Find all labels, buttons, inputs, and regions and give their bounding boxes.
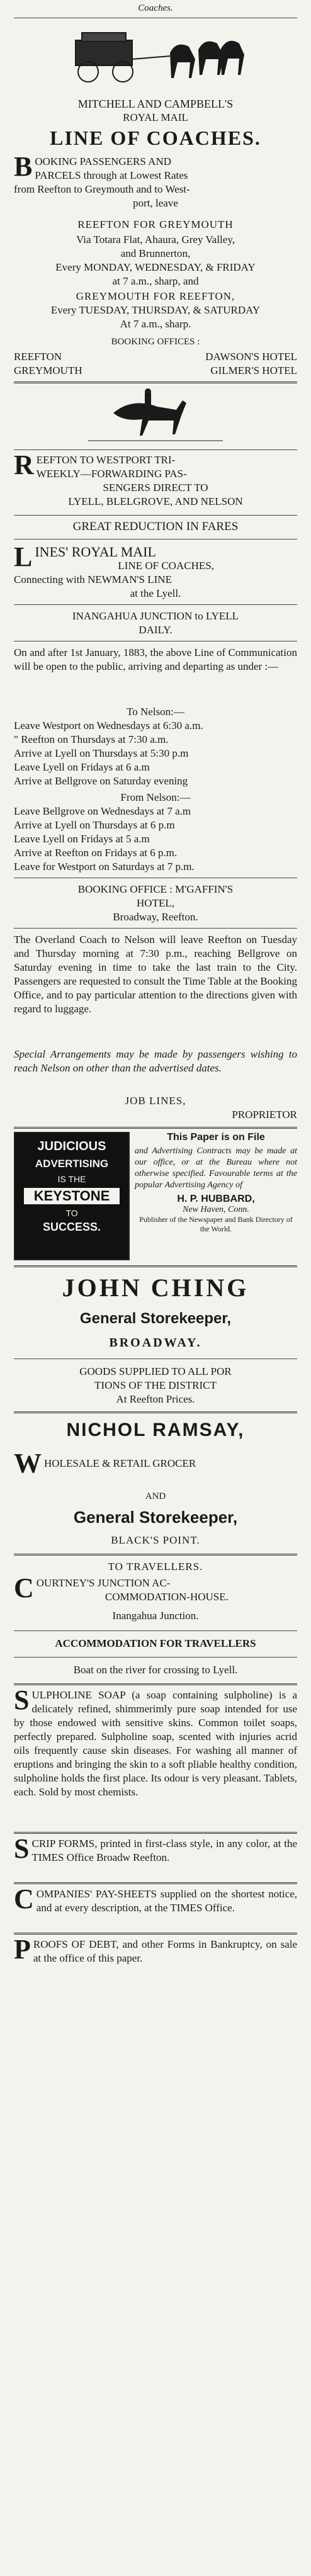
offices-label: BOOKING OFFICES : [111,337,200,347]
ad1-body-line: OOKING PASSENGERS AND [35,155,171,167]
divider [14,1630,297,1631]
route1-time: at 7 a.m., sharp, and [112,275,199,287]
route1-title: REEFTON FOR GREYMOUTH [77,218,234,230]
section-header: Coaches. [138,3,173,13]
timetable-row: Arrive at Lyell on Thursdays at 6 p.m [14,819,175,831]
route2-days: Every TUESDAY, THURSDAY, & SATURDAY [50,304,261,316]
ad1-body-line: PARCELS through at Lowest Rates [35,169,188,181]
timetable-row: " Reefton on Thursdays at 7:30 a.m. [14,733,169,745]
accom-heading: ACCOMMODATION FOR TRAVELLERS [55,1637,256,1649]
dropcap: R [14,449,34,480]
office-town: REEFTON [14,351,62,363]
to-nelson-list [14,719,297,788]
ramsay-line [14,1448,297,1479]
office-row [14,364,297,378]
route2-time: At 7 a.m., sharp. [120,318,191,330]
hubbard-notice [135,1132,297,1258]
divider [14,381,297,383]
booking-address: Broadway, Reefton. [113,911,198,923]
divider [14,604,297,605]
notice-paragraph: On and after 1st January, 1883, the above Line of Communication will be open to the public, arriving and departing as under :— [14,647,297,672]
ramsay-and: AND [145,1491,166,1501]
lines-title: INES' ROYAL MAIL [35,544,156,560]
john-ching-name: JOHN CHING [62,1274,249,1302]
file-title: This Paper is on File [167,1132,265,1143]
dropcap: C [14,1573,34,1603]
scrip-ad [14,1833,297,1865]
john-ching-title: General Storekeeper, [79,1310,232,1327]
agent-name: H. P. HUBBARD, [177,1194,255,1204]
ad2-intro-line: SENGERS DIRECT TO [103,482,208,494]
lines-block [14,541,297,601]
ad1-body-line: port, leave [133,197,178,209]
timetable-row: Leave Lyell on Fridays at 6 a.m [14,761,150,773]
divider [14,1265,297,1267]
ad2-intro-line: WEEKLY—FORWARDING PAS- [36,468,187,480]
divider [14,1933,297,1935]
judicious-line: KEYSTONE [24,1188,120,1204]
courtney-line: OURTNEY'S JUNCTION AC- [36,1577,171,1589]
timetable-row: Leave Bellgrove on Wednesdays at 7 a.m [14,805,191,817]
ad1-firm: MITCHELL AND CAMPBELL'S [77,98,234,110]
ramsay-title: General Storekeeper, [73,1508,238,1527]
sulpholine-ad [14,1685,297,1799]
agent-place: New Haven, Conn. [183,1205,249,1214]
lines-place: at the Lyell. [130,587,181,599]
divider [14,928,297,929]
ad2-intro-line: LYELL, BLELGROVE, AND NELSON [68,495,243,507]
dropcap: L [14,541,33,572]
ad1-title: LINE OF COACHES. [50,127,261,149]
timetable-row: Arrive at Bellgrove on Saturday evening [14,775,188,787]
scrip-text: CRIP FORMS, printed in first-class style, in any color, at the TIMES Office Broadw Reefton. [31,1838,297,1863]
horse-rider-illustration [63,388,248,444]
booking-hotel: HOTEL, [137,897,174,909]
timetable-row: Leave Lyell on Fridays at 5 a.m [14,833,150,845]
office-name: DAWSON'S HOTEL [205,351,297,363]
goods-line: TIONS OF THE DISTRICT [94,1379,217,1391]
judicious-line: IS THE [57,1174,86,1184]
from-nelson-heading: From Nelson:— [120,791,191,803]
ad2-intro-line: EEFTON TO WESTPORT TRI- [36,454,176,466]
junction-daily: DAILY. [139,624,172,636]
lines-sub: LINE OF COACHES, [118,560,214,572]
divider [14,1882,297,1884]
ad2-intro [14,449,297,509]
judicious-advertising-box [14,1132,130,1260]
ramsay-wholesale: HOLESALE & RETAIL GROCER [44,1457,196,1469]
courtney-block [14,1573,297,1604]
judicious-line: ADVERTISING [35,1158,109,1170]
divider [14,1657,297,1658]
travellers-heading: TO TRAVELLERS. [108,1561,203,1573]
divider [14,449,297,450]
office-name: GILMER'S HOTEL [210,364,297,376]
courtney-line: COMMODATION-HOUSE. [105,1591,229,1603]
boat-line: Boat on the river for crossing to Lyell. [73,1664,238,1676]
lines-connect: Connecting with NEWMAN'S LINE [14,573,172,585]
dropcap: P [14,1934,31,1965]
divider [14,1832,297,1834]
overland-paragraph: The Overland Coach to Nelson will leave Reefton on Tuesday and Thursday morning at 7:30 p.m., reaching Bellgrove on Saturday evening in time to take the last train to the City. Passengers are requested to consult the Time Table at the Booking Office, and to pay particular attention to the directions given with regard to luggage. [14,934,297,1015]
paysheets-text: OMPANIES' PAY-SHEETS supplied on the shortest notice, and at every description, at the TIMES Office. [36,1888,297,1914]
john-ching-street: BROADWAY. [109,1336,202,1350]
courtney-place: Inangahua Junction. [112,1610,199,1622]
proofs-ad [14,1934,297,1965]
stagecoach-illustration [63,21,248,91]
dropcap: S [14,1833,30,1864]
judicious-line: JUDICIOUS [37,1139,106,1153]
ad1-body-line: from Reefton to Greymouth and to West- [14,183,190,195]
to-nelson-heading: To Nelson:— [127,706,184,718]
divider [14,1411,297,1413]
booking-office: BOOKING OFFICE : M'GAFFIN'S [77,883,234,895]
ad1-subtitle: ROYAL MAIL [123,111,188,123]
judicious-line: TO [65,1208,78,1218]
agent-tail: Publisher of the Newspaper and Bank Directory of the World. [139,1215,293,1233]
judicious-line: SUCCESS. [42,1221,101,1233]
proofs-text: ROOFS OF DEBT, and other Forms in Bankruptcy, on sale at the office of this paper. [33,1938,297,1964]
proprietor-name: JOB LINES, [125,1095,186,1107]
ad1-body [14,151,297,210]
divider [14,1683,297,1685]
dropcap: B [14,151,33,182]
ramsay-name: NICHOL RAMSAY, [66,1420,245,1440]
office-town: GREYMOUTH [14,364,82,376]
file-body: and Advertising Contracts may be made at our office, or at the Bureau where not otherwise specified. Favourable terms at the popular Advertising Agency of [135,1146,297,1190]
timetable-row: Arrive at Reefton on Fridays at 6 p.m. [14,847,178,859]
dropcap: S [14,1685,30,1715]
dropcap: W [14,1448,42,1479]
route2-title: GREYMOUTH FOR REEFTON, [76,290,235,302]
divider [14,515,297,516]
divider [14,1127,297,1129]
sulpholine-text: ULPHOLINE SOAP (a soap containing sulpholine) is a delicately refined, shimmerimly pure soap intended for use by those endowed with sensitive skins. Common toilet soaps, perfectly prepared. Sulpholine soap, scented with injuries acrid oils frequently cause skin diseases. For washing all manner of eruptions and bringing the skin to a soft pliable healthy condition, sulpholine holds the first place. Its odour is very pleasant. Tablets, each. Sold by most chemists. [14,1689,297,1798]
reduction-heading: GREAT REDUCTION IN FARES [72,520,239,533]
route1-days: Every MONDAY, WEDNESDAY, & FRIDAY [55,261,256,273]
goods-line: GOODS SUPPLIED TO ALL POR [79,1365,232,1377]
office-row [14,350,297,364]
route1-via2: and Brunnerton, [120,247,191,259]
paysheets-ad [14,1884,297,1915]
from-nelson-list [14,805,297,874]
proprietor-title: PROPRIETOR [232,1109,297,1121]
junction-title: INANGAHUA JUNCTION to LYELL [72,610,239,622]
dropcap: C [14,1884,34,1914]
timetable-row: Leave for Westport on Saturdays at 7 p.m. [14,861,195,873]
divider [14,1554,297,1556]
route1-via: Via Totara Flat, Ahaura, Grey Valley, [76,234,235,246]
special-paragraph: Special Arrangements may be made by passengers wishing to reach Nelson on other than the advertised dates. [14,1048,297,1074]
ramsay-place: BLACK'S POINT. [111,1534,200,1546]
timetable-row: Leave Westport on Wednesdays at 6:30 a.m. [14,720,203,732]
timetable-row: Arrive at Lyell on Thursdays at 5:30 p.m [14,747,189,759]
goods-line: At Reefton Prices. [116,1393,195,1405]
